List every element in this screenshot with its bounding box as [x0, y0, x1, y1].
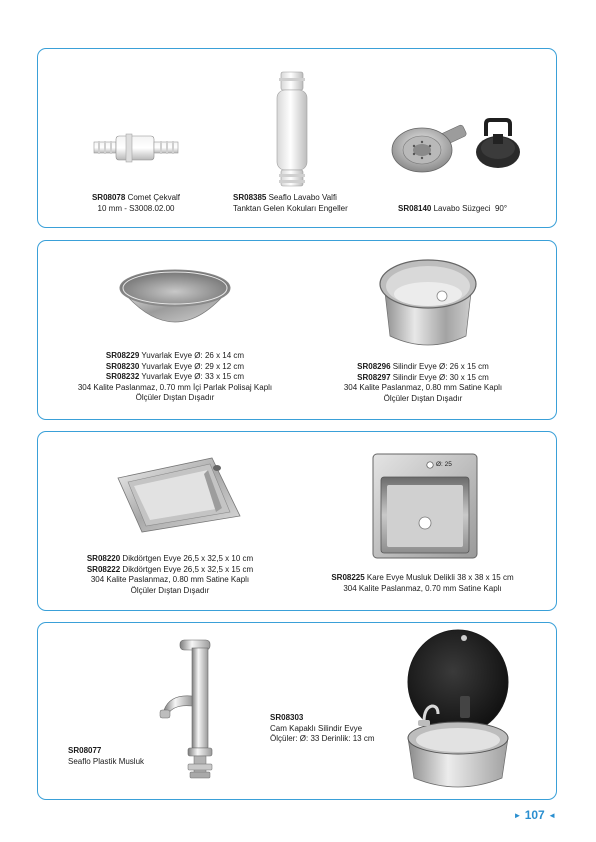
product-code: SR08230 [105, 361, 140, 371]
product-spec: Tanktan Gelen Kokuları Engeller [233, 203, 348, 213]
product-name: Lavabo Süzgeci [433, 204, 491, 213]
product-angle: 90° [494, 204, 508, 213]
product-code: SR08229 [105, 351, 140, 360]
caption-sr08077 [68, 746, 144, 767]
product-code: SR08303 [270, 713, 304, 722]
product-spec: Yuvarlak Evye Ø: 26 x 14 cm [141, 351, 245, 360]
product-name: Comet Çekvalf [127, 193, 181, 202]
triangle-left-icon: ◄ [548, 811, 556, 820]
material-note: 304 Kalite Paslanmaz, 0.80 mm Satine Kaplı [343, 383, 503, 392]
caption-rect-sinks [55, 554, 285, 596]
sink-strainer-image [388, 118, 528, 182]
product-code: SR08077 [68, 746, 102, 755]
product-spec: 10 mm - S3008.02.00 [97, 203, 175, 213]
material-note: 304 Kalite Paslanmaz, 0.70 mm Satine Kaplı [343, 583, 502, 593]
product-spec: Dikdörtgen Evye 26,5 x 32,5 x 15 cm [122, 564, 254, 574]
round-bowl-sink-image [116, 266, 234, 342]
product-spec: Silindir Evye Ø: 30 x 15 cm [392, 372, 489, 382]
check-valve-image [92, 128, 182, 168]
measure-note: Ölçüler Dıştan Dışadır [130, 585, 210, 595]
material-note: 304 Kalite Paslanmaz, 0.80 mm Satine Kaplı [90, 575, 250, 584]
product-code: SR08296 [357, 362, 391, 371]
faucet-image [150, 634, 228, 782]
measure-note: Ölçüler Dıştan Dışadır [135, 393, 215, 402]
glass-lid-cylinder-sink-image [398, 628, 516, 792]
caption-square-sink [300, 573, 545, 594]
product-code: SR08140 [398, 204, 432, 213]
measure-note: Ölçüler Dıştan Dışadır [383, 393, 463, 403]
material-note: 304 Kalite Paslanmaz, 0.70 mm İçi Parlak Polisaj Kaplı [77, 382, 273, 392]
triangle-right-icon: ► [513, 811, 522, 820]
caption-sr08140 [398, 204, 507, 215]
product-spec: Yuvarlak Evye Ø: 33 x 15 cm [141, 372, 245, 381]
product-spec: Ölçüler: Ø: 33 Derinlik: 13 cm [270, 734, 375, 743]
caption-cylinder-sinks [313, 362, 533, 404]
product-code: SR08297 [357, 372, 391, 382]
product-spec: Yuvarlak Evye Ø: 29 x 12 cm [141, 361, 245, 371]
product-code: SR08222 [86, 564, 121, 574]
cylinder-sink-image [376, 254, 480, 352]
page-number-value: 107 [524, 808, 545, 822]
caption-sr08078 [76, 193, 196, 214]
faucet-hole-label: Ø: 25 [436, 461, 452, 468]
caption-sr08303 [270, 713, 374, 745]
product-spec: Dikdörtgen Evye 26,5 x 32,5 x 10 cm [122, 554, 254, 563]
product-spec: Silindir Evye Ø: 26 x 15 cm [392, 362, 489, 371]
sink-valve-image [270, 70, 314, 190]
product-code: SR08232 [105, 372, 140, 381]
product-code: SR08225 [331, 573, 365, 582]
rectangular-sink-image [112, 448, 244, 536]
product-spec: Kare Evye Musluk Delikli 38 x 38 x 15 cm [366, 573, 514, 582]
square-sink-image [372, 453, 478, 559]
product-name: Seaflo Lavabo Valfi [268, 193, 337, 202]
product-code: SR08385 [233, 193, 267, 202]
product-code: SR08078 [91, 193, 126, 202]
page-number [513, 808, 556, 822]
caption-sr08385 [233, 193, 348, 214]
product-name: Cam Kapaklı Silindir Evye [270, 723, 363, 733]
caption-round-sinks [50, 351, 300, 404]
product-code: SR08220 [86, 554, 121, 563]
product-name: Seaflo Plastik Musluk [68, 756, 145, 766]
